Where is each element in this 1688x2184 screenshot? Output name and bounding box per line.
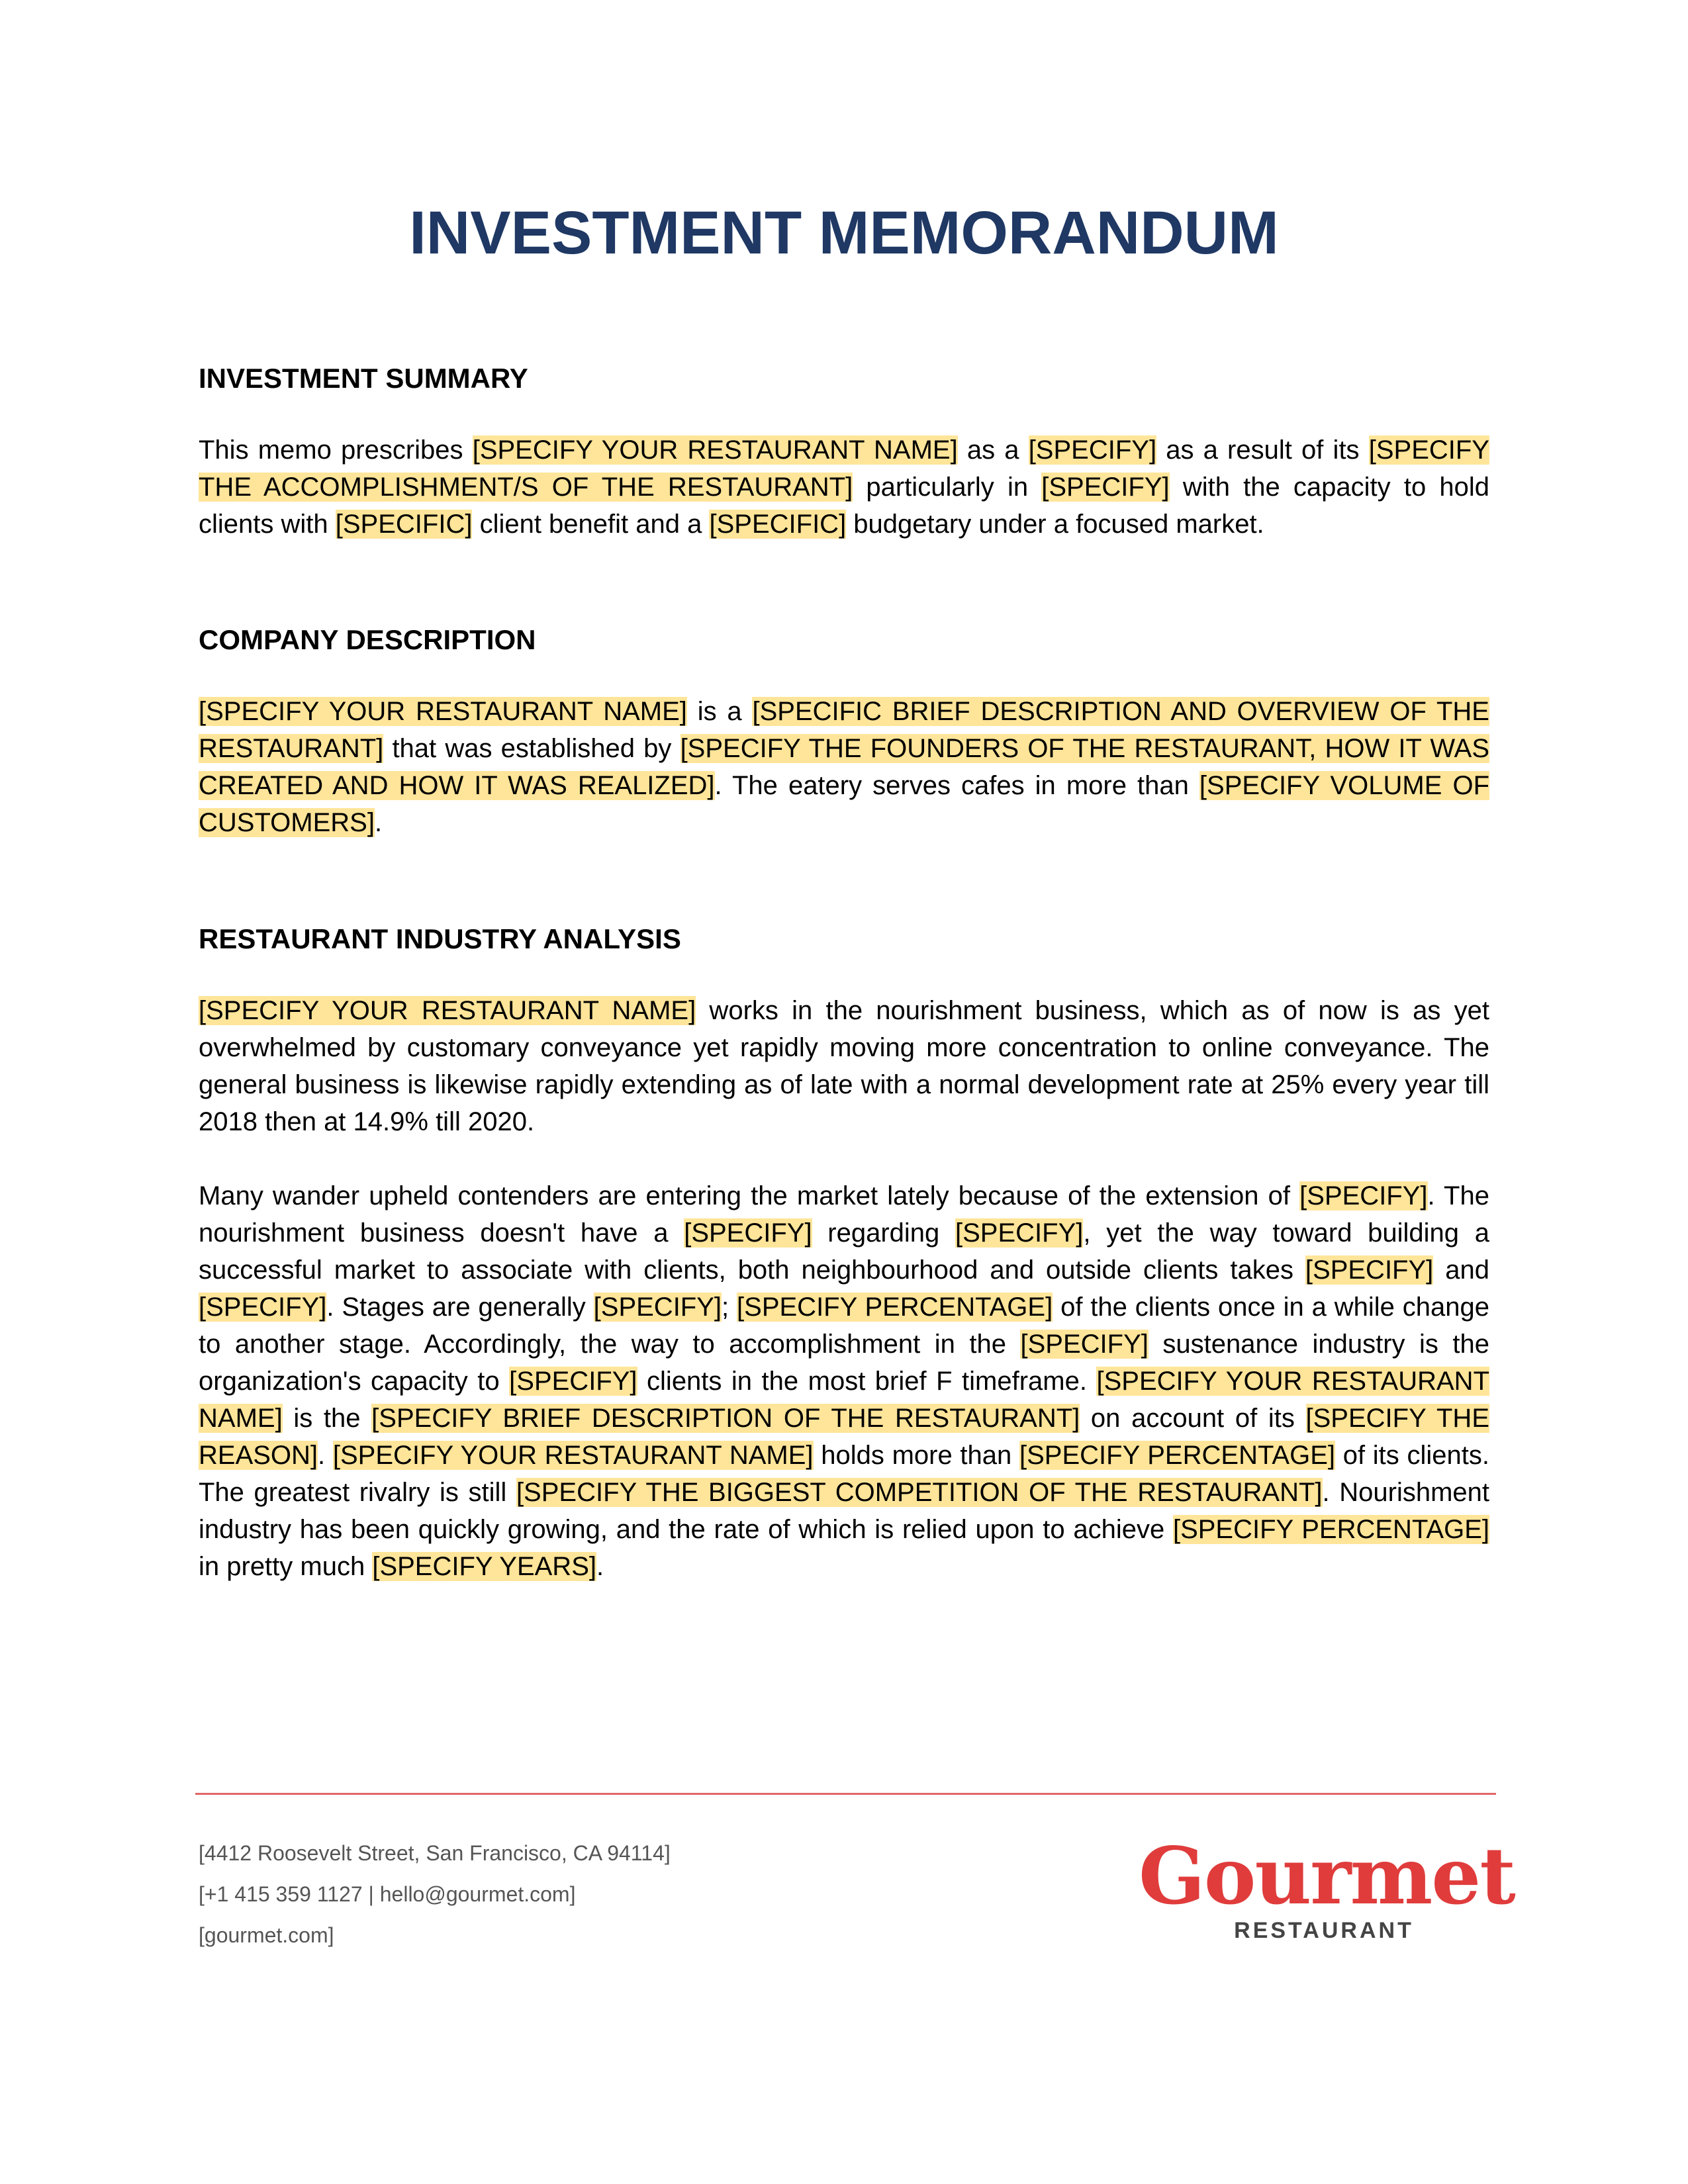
paragraph-text: . Stages are generally	[326, 1293, 594, 1322]
placeholder-highlight: [SPECIFY YOUR RESTAURANT NAME]	[199, 697, 687, 726]
paragraph-text: client benefit and a	[472, 510, 710, 539]
paragraph-text: that was established by	[383, 734, 680, 763]
paragraph-text: . The eatery serves cafes in more than	[714, 771, 1199, 800]
section-paragraph	[199, 1177, 1489, 1585]
placeholder-highlight: [SPECIFY]	[1041, 473, 1170, 502]
footer-address: [4412 Roosevelt Street, San Francisco, CA 94114]	[199, 1841, 671, 1865]
placeholder-highlight: [SPECIFY PERCENTAGE]	[737, 1293, 1053, 1322]
placeholder-highlight: [SPECIFY BRIEF DESCRIPTION OF THE RESTAURANT]	[371, 1404, 1080, 1433]
paragraph-text: is a	[686, 697, 753, 726]
paragraph-text: ;	[722, 1293, 737, 1322]
placeholder-highlight: [SPECIFY]	[1305, 1255, 1434, 1285]
placeholder-highlight: [SPECIFY VOLUME OF CUSTOMERS]	[199, 771, 1490, 837]
paragraph-text: . The nourishment business doesn't have a	[199, 1181, 1489, 1248]
placeholder-highlight: [SPECIFY THE FOUNDERS OF THE RESTAURANT, HOW IT WAS CREATED AND HOW IT WAS REALIZED]	[199, 734, 1490, 800]
placeholder-highlight: [SPECIFY YOUR RESTAURANT NAME]	[199, 1367, 1490, 1433]
paragraph-text: with the capacity to hold clients with	[199, 473, 1489, 539]
paragraph-text: . Nourishment industry has been quickly growing, and the rate of which is relied upon to achieve	[199, 1478, 1490, 1544]
section-paragraph	[199, 992, 1489, 1140]
paragraph-text: and	[1433, 1255, 1489, 1285]
section-industry-analysis	[199, 923, 1489, 1585]
placeholder-highlight: [SPECIFY THE REASON]	[199, 1404, 1489, 1470]
paragraph-text: .	[374, 808, 383, 837]
footer-divider	[195, 1793, 1496, 1795]
placeholder-highlight: [SPECIFY THE ACCOMPLISHMENT/S OF THE RESTAURANT]	[199, 435, 1489, 502]
section-heading: COMPANY DESCRIPTION	[199, 624, 536, 655]
placeholder-highlight: [SPECIFY]	[955, 1218, 1084, 1248]
logo-subtitle: RESTAURANT	[1234, 1918, 1414, 1943]
document-title: INVESTMENT MEMORANDUM	[409, 199, 1279, 267]
logo-wordmark: Gourmet	[1139, 1830, 1515, 1922]
paragraph-text: This memo prescribes	[199, 435, 473, 465]
section-heading: INVESTMENT SUMMARY	[199, 363, 528, 394]
paragraph-text: , yet the way toward building a successful market to associate with clients, both neighbourhood and outside clients takes	[199, 1218, 1489, 1285]
paragraph-text: Many wander upheld contenders are entering the market lately because of the extension of	[199, 1181, 1300, 1210]
section-paragraph	[199, 432, 1489, 543]
paragraph-text: as a result of its	[1156, 435, 1369, 465]
placeholder-highlight: [SPECIFY THE BIGGEST COMPETITION OF THE RESTAURANT]	[516, 1478, 1323, 1507]
placeholder-highlight: [SPECIFY]	[593, 1293, 722, 1322]
paragraph-text: as a	[957, 435, 1029, 465]
section-paragraph	[199, 693, 1489, 841]
placeholder-highlight: [SPECIFIC]	[335, 510, 473, 539]
placeholder-highlight: [SPECIFY]	[684, 1218, 812, 1248]
placeholder-highlight: [SPECIFY]	[1299, 1181, 1428, 1210]
placeholder-highlight: [SPECIFY YEARS]	[372, 1552, 596, 1581]
paragraph-text: regarding	[812, 1218, 955, 1248]
paragraph-text: .	[596, 1552, 604, 1581]
placeholder-highlight: [SPECIFY YOUR RESTAURANT NAME]	[199, 996, 696, 1025]
paragraph-text: in pretty much	[199, 1552, 373, 1581]
placeholder-highlight: [SPECIFY]	[199, 1293, 327, 1322]
gourmet-logo	[1139, 1830, 1515, 1952]
paragraph-text: sustenance industry is the organization's capacity to	[199, 1330, 1489, 1396]
placeholder-highlight: [SPECIFY]	[1020, 1330, 1149, 1359]
placeholder-highlight: [SPECIFY YOUR RESTAURANT NAME]	[332, 1441, 814, 1470]
paragraph-text: of its clients. The greatest rivalry is still	[199, 1441, 1490, 1507]
placeholder-highlight: [SPECIFY YOUR RESTAURANT NAME]	[472, 435, 958, 465]
placeholder-highlight: [SPECIFY]	[509, 1367, 637, 1396]
placeholder-highlight: [SPECIFY PERCENTAGE]	[1172, 1515, 1489, 1544]
paragraph-text: of the clients once in a while change to another stage. Accordingly, the way to accomplishment in the	[199, 1293, 1490, 1359]
paragraph-text: budgetary under a focused market.	[846, 510, 1264, 539]
footer-website: [gourmet.com]	[199, 1923, 334, 1947]
paragraph-text: works in the nourishment business, which as of now is as yet overwhelmed by customary conveyance yet rapidly moving more concentration to online conveyance. The general business is likewise rapidly extending as of late with a normal development rate at 25% every year till 2018 then at 14.9% till 2020.	[199, 996, 1489, 1136]
placeholder-highlight: [SPECIFIC]	[709, 510, 847, 539]
footer-phone-email: [+1 415 359 1127 | hello@gourmet.com]	[199, 1882, 576, 1906]
section-heading: RESTAURANT INDUSTRY ANALYSIS	[199, 923, 681, 954]
paragraph-text: .	[318, 1441, 333, 1470]
placeholder-highlight: [SPECIFY PERCENTAGE]	[1019, 1441, 1336, 1470]
paragraph-text: particularly in	[853, 473, 1042, 502]
paragraph-text: holds more than	[813, 1441, 1019, 1470]
paragraph-text: is the	[282, 1404, 372, 1433]
paragraph-text: on account of its	[1080, 1404, 1306, 1433]
paragraph-text: clients in the most brief F timeframe.	[637, 1367, 1097, 1396]
placeholder-highlight: [SPECIFY]	[1028, 435, 1157, 465]
placeholder-highlight: [SPECIFIC BRIEF DESCRIPTION AND OVERVIEW OF THE RESTAURANT]	[199, 697, 1489, 763]
section-investment-summary	[199, 363, 1489, 543]
section-company-description	[199, 624, 1489, 841]
